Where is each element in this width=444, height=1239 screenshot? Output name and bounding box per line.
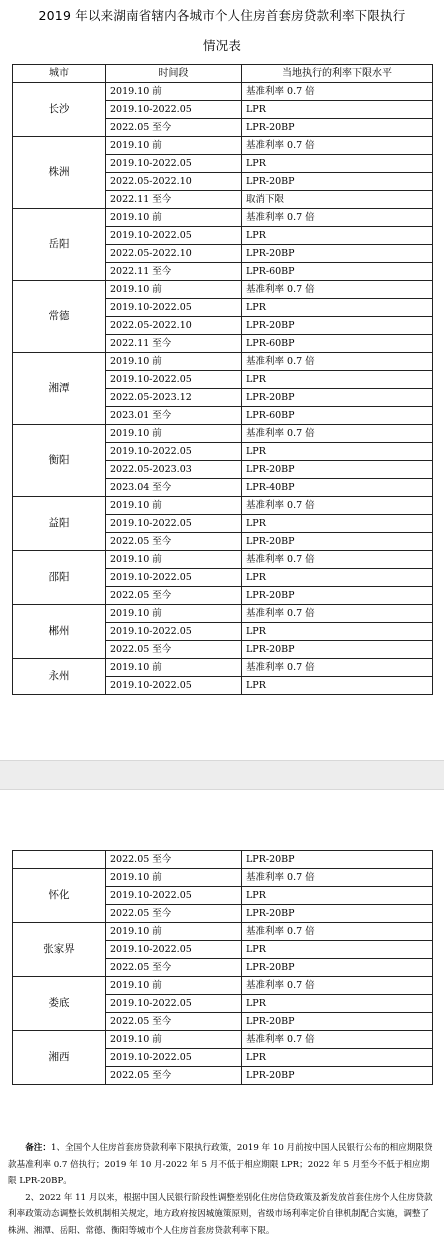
rate-cell: LPR-60BP xyxy=(242,263,433,281)
period-cell: 2019.10-2022.05 xyxy=(106,227,242,245)
period-cell: 2022.05 至今 xyxy=(106,533,242,551)
rate-cell: LPR-20BP xyxy=(242,1013,433,1031)
table-row xyxy=(13,353,433,371)
period-cell: 2022.05 至今 xyxy=(106,587,242,605)
table-row xyxy=(13,605,433,623)
rate-cell: LPR-20BP xyxy=(242,461,433,479)
table-row xyxy=(13,851,433,869)
rate-cell: 基准利率 0.7 倍 xyxy=(242,605,433,623)
rate-cell: 基准利率 0.7 倍 xyxy=(242,977,433,995)
city-cell: 邵阳 xyxy=(13,551,106,605)
rate-cell: LPR-20BP xyxy=(242,1067,433,1085)
rate-cell: 基准利率 0.7 倍 xyxy=(242,425,433,443)
period-cell: 2022.05-2023.12 xyxy=(106,389,242,407)
table-row xyxy=(13,659,433,677)
header-rate-floor: 当地执行的利率下限水平 xyxy=(242,65,433,83)
period-cell: 2019.10-2022.05 xyxy=(106,1049,242,1067)
period-cell: 2019.10-2022.05 xyxy=(106,443,242,461)
notes-section xyxy=(8,1140,436,1239)
city-cell: 湘西 xyxy=(13,1031,106,1085)
city-cell xyxy=(13,851,106,869)
period-cell: 2019.10-2022.05 xyxy=(106,299,242,317)
rate-cell: 基准利率 0.7 倍 xyxy=(242,353,433,371)
table-row xyxy=(13,551,433,569)
rate-cell: LPR-20BP xyxy=(242,389,433,407)
table-row xyxy=(13,1031,433,1049)
period-cell: 2019.10 前 xyxy=(106,83,242,101)
period-cell: 2019.10 前 xyxy=(106,353,242,371)
rate-cell: LPR-60BP xyxy=(242,407,433,425)
city-cell: 张家界 xyxy=(13,923,106,977)
period-cell: 2019.10 前 xyxy=(106,209,242,227)
period-cell: 2022.11 至今 xyxy=(106,263,242,281)
rate-cell: 基准利率 0.7 倍 xyxy=(242,551,433,569)
rate-cell: LPR xyxy=(242,101,433,119)
rate-cell: 基准利率 0.7 倍 xyxy=(242,137,433,155)
rate-cell: 基准利率 0.7 倍 xyxy=(242,659,433,677)
table-row xyxy=(13,83,433,101)
rate-cell: 基准利率 0.7 倍 xyxy=(242,869,433,887)
period-cell: 2022.11 至今 xyxy=(106,335,242,353)
period-cell: 2023.04 至今 xyxy=(106,479,242,497)
table-body-page-1 xyxy=(13,83,433,695)
header-city: 城市 xyxy=(13,65,106,83)
rate-cell: LPR-20BP xyxy=(242,905,433,923)
city-cell: 郴州 xyxy=(13,605,106,659)
rate-cell: 基准利率 0.7 倍 xyxy=(242,923,433,941)
table-row xyxy=(13,869,433,887)
rate-cell: LPR xyxy=(242,677,433,695)
period-cell: 2022.05 至今 xyxy=(106,905,242,923)
rate-cell: LPR-20BP xyxy=(242,173,433,191)
period-cell: 2019.10 前 xyxy=(106,659,242,677)
rate-cell: LPR xyxy=(242,443,433,461)
rate-cell: LPR-20BP xyxy=(242,587,433,605)
table-row xyxy=(13,209,433,227)
rate-cell: LPR-20BP xyxy=(242,533,433,551)
document-page-2 xyxy=(0,790,444,1196)
period-cell: 2022.05-2022.10 xyxy=(106,317,242,335)
period-cell: 2019.10-2022.05 xyxy=(106,677,242,695)
rate-cell: LPR-60BP xyxy=(242,335,433,353)
period-cell: 2019.10 前 xyxy=(106,137,242,155)
period-cell: 2019.10 前 xyxy=(106,1031,242,1049)
note-1 xyxy=(8,1140,436,1190)
period-cell: 2022.05 至今 xyxy=(106,959,242,977)
period-cell: 2022.05 至今 xyxy=(106,1067,242,1085)
city-cell: 益阳 xyxy=(13,497,106,551)
table-header-row xyxy=(13,65,433,83)
rate-cell: 基准利率 0.7 倍 xyxy=(242,209,433,227)
period-cell: 2019.10-2022.05 xyxy=(106,101,242,119)
period-cell: 2019.10 前 xyxy=(106,425,242,443)
city-cell: 怀化 xyxy=(13,869,106,923)
period-cell: 2019.10-2022.05 xyxy=(106,941,242,959)
period-cell: 2022.11 至今 xyxy=(106,191,242,209)
table-body-page-2 xyxy=(13,851,433,1085)
rate-cell: LPR-20BP xyxy=(242,119,433,137)
note-1-text: 1、全国个人住房首套房贷款利率下限执行政策，2019 年 10 月前按中国人民银行公布的相应期限贷款基准利率 0.7 倍执行；2019 年 10 月-2022 年 5 月不低于相应期限 LPR；2022 年 5 月至今不低于相应期限 LPR-20BP。 xyxy=(8,1143,433,1186)
period-cell: 2019.10-2022.05 xyxy=(106,623,242,641)
rate-cell: LPR xyxy=(242,941,433,959)
period-cell: 2019.10 前 xyxy=(106,281,242,299)
rate-cell: LPR-20BP xyxy=(242,851,433,869)
period-cell: 2022.05 至今 xyxy=(106,1013,242,1031)
rate-cell: LPR xyxy=(242,299,433,317)
rate-cell: 取消下限 xyxy=(242,191,433,209)
city-cell: 岳阳 xyxy=(13,209,106,281)
period-cell: 2023.01 至今 xyxy=(106,407,242,425)
period-cell: 2022.05-2022.10 xyxy=(106,173,242,191)
city-cell: 株洲 xyxy=(13,137,106,209)
rate-cell: LPR-20BP xyxy=(242,245,433,263)
rate-cell: LPR xyxy=(242,623,433,641)
city-cell: 衡阳 xyxy=(13,425,106,497)
rate-cell: LPR xyxy=(242,515,433,533)
table-row xyxy=(13,137,433,155)
period-cell: 2022.05-2023.03 xyxy=(106,461,242,479)
city-cell: 湘潭 xyxy=(13,353,106,425)
rate-cell: LPR xyxy=(242,1049,433,1067)
table-row xyxy=(13,425,433,443)
rate-cell: LPR-20BP xyxy=(242,641,433,659)
document-title-continued: 情况表 xyxy=(0,36,444,54)
period-cell: 2019.10 前 xyxy=(106,497,242,515)
period-cell: 2019.10 前 xyxy=(106,551,242,569)
period-cell: 2022.05 至今 xyxy=(106,641,242,659)
page-separator xyxy=(0,760,444,790)
notes-label: 备注： xyxy=(25,1143,51,1153)
rate-cell: LPR xyxy=(242,995,433,1013)
rate-cell: 基准利率 0.7 倍 xyxy=(242,281,433,299)
period-cell: 2019.10 前 xyxy=(106,977,242,995)
rate-cell: LPR-20BP xyxy=(242,317,433,335)
city-cell: 永州 xyxy=(13,659,106,695)
city-cell: 娄底 xyxy=(13,977,106,1031)
period-cell: 2019.10-2022.05 xyxy=(106,995,242,1013)
period-cell: 2022.05-2022.10 xyxy=(106,245,242,263)
document-title: 2019 年以来湖南省辖内各城市个人住房首套房贷款利率下限执行 xyxy=(0,6,444,24)
rate-cell: LPR xyxy=(242,155,433,173)
rate-table-page-2 xyxy=(12,850,433,1085)
header-period: 时间段 xyxy=(106,65,242,83)
city-cell: 常德 xyxy=(13,281,106,353)
period-cell: 2022.05 至今 xyxy=(106,851,242,869)
period-cell: 2019.10-2022.05 xyxy=(106,371,242,389)
rate-cell: 基准利率 0.7 倍 xyxy=(242,83,433,101)
period-cell: 2022.05 至今 xyxy=(106,119,242,137)
table-row xyxy=(13,497,433,515)
period-cell: 2019.10-2022.05 xyxy=(106,887,242,905)
note-2: 2、2022 年 11 月以来，根据中国人民银行阶段性调整差别化住房信贷政策及新发放首套住房个人住房贷款利率政策动态调整长效机制相关规定，地方政府按因城施策原则，省级市场利率定价自律机制配合实施，调整了株洲、湘潭、岳阳、常德、衡阳等城市个人住房首套房贷款利率下限。 xyxy=(8,1190,436,1239)
rate-cell: LPR-40BP xyxy=(242,479,433,497)
period-cell: 2019.10-2022.05 xyxy=(106,155,242,173)
rate-cell: 基准利率 0.7 倍 xyxy=(242,1031,433,1049)
rate-table-page-1 xyxy=(12,64,433,695)
period-cell: 2019.10-2022.05 xyxy=(106,515,242,533)
rate-cell: LPR xyxy=(242,371,433,389)
period-cell: 2019.10 前 xyxy=(106,923,242,941)
city-cell: 长沙 xyxy=(13,83,106,137)
rate-cell: LPR-20BP xyxy=(242,959,433,977)
table-row xyxy=(13,281,433,299)
period-cell: 2019.10 前 xyxy=(106,869,242,887)
table-row xyxy=(13,977,433,995)
period-cell: 2019.10-2022.05 xyxy=(106,569,242,587)
table-row xyxy=(13,923,433,941)
rate-cell: LPR xyxy=(242,227,433,245)
rate-cell: LPR xyxy=(242,569,433,587)
period-cell: 2019.10 前 xyxy=(106,605,242,623)
rate-cell: 基准利率 0.7 倍 xyxy=(242,497,433,515)
rate-cell: LPR xyxy=(242,887,433,905)
